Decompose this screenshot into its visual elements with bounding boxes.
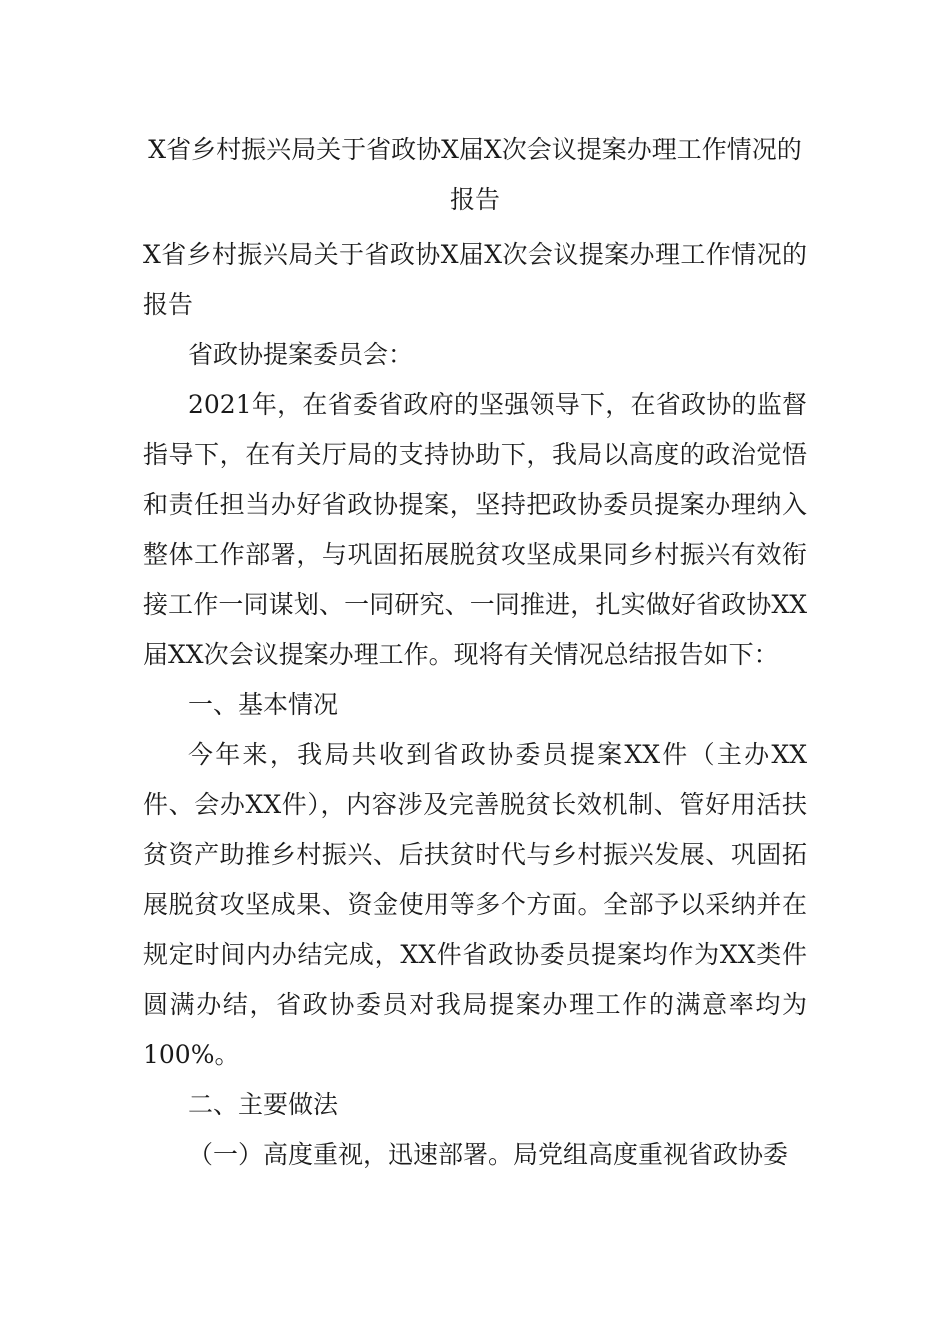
intro-paragraph: 2021年，在省委省政府的坚强领导下，在省政协的监督指导下，在有关厅局的支持协助下，我局以高度的政治觉悟和责任担当办好省政协提案，坚持把政协委员提案办理纳入整体工作部署，与巩固拓展脱贫攻坚成果同乡村振兴有效衔接工作一同谋划、一同研究、一同推进，扎实做好省政协XX届XX次会议提案办理工作。现将有关情况总结报告如下：: [143, 390, 807, 669]
subsection-paragraph: （一）高度重视，迅速部署。局党组高度重视省政协委: [188, 1140, 789, 1169]
section-heading-basic: 一、基本情况: [188, 690, 339, 719]
salutation-paragraph: 省政协提案委员会：: [188, 340, 414, 369]
basic-situation-paragraph: 今年来，我局共收到省政协委员提案XX件（主办XX件、会办XX件），内容涉及完善脱贫长效机制、管好用活扶贫资产助推乡村振兴、后扶贫时代与乡村振兴发展、巩固拓展脱贫攻坚成果、资金使用等多个方面。全部予以采纳并在规定时间内办结完成，XX件省政协委员提案均作为XX类件圆满办结，省政协委员对我局提案办理工作的满意率均为100%。: [143, 740, 807, 1069]
section-heading-practices: 二、主要做法: [188, 1090, 339, 1119]
document-title: X省乡村振兴局关于省政协X届X次会议提案办理工作情况的报告: [148, 135, 802, 214]
document-body: [143, 230, 807, 1180]
repeated-title-paragraph: X省乡村振兴局关于省政协X届X次会议提案办理工作情况的报告: [143, 240, 807, 319]
